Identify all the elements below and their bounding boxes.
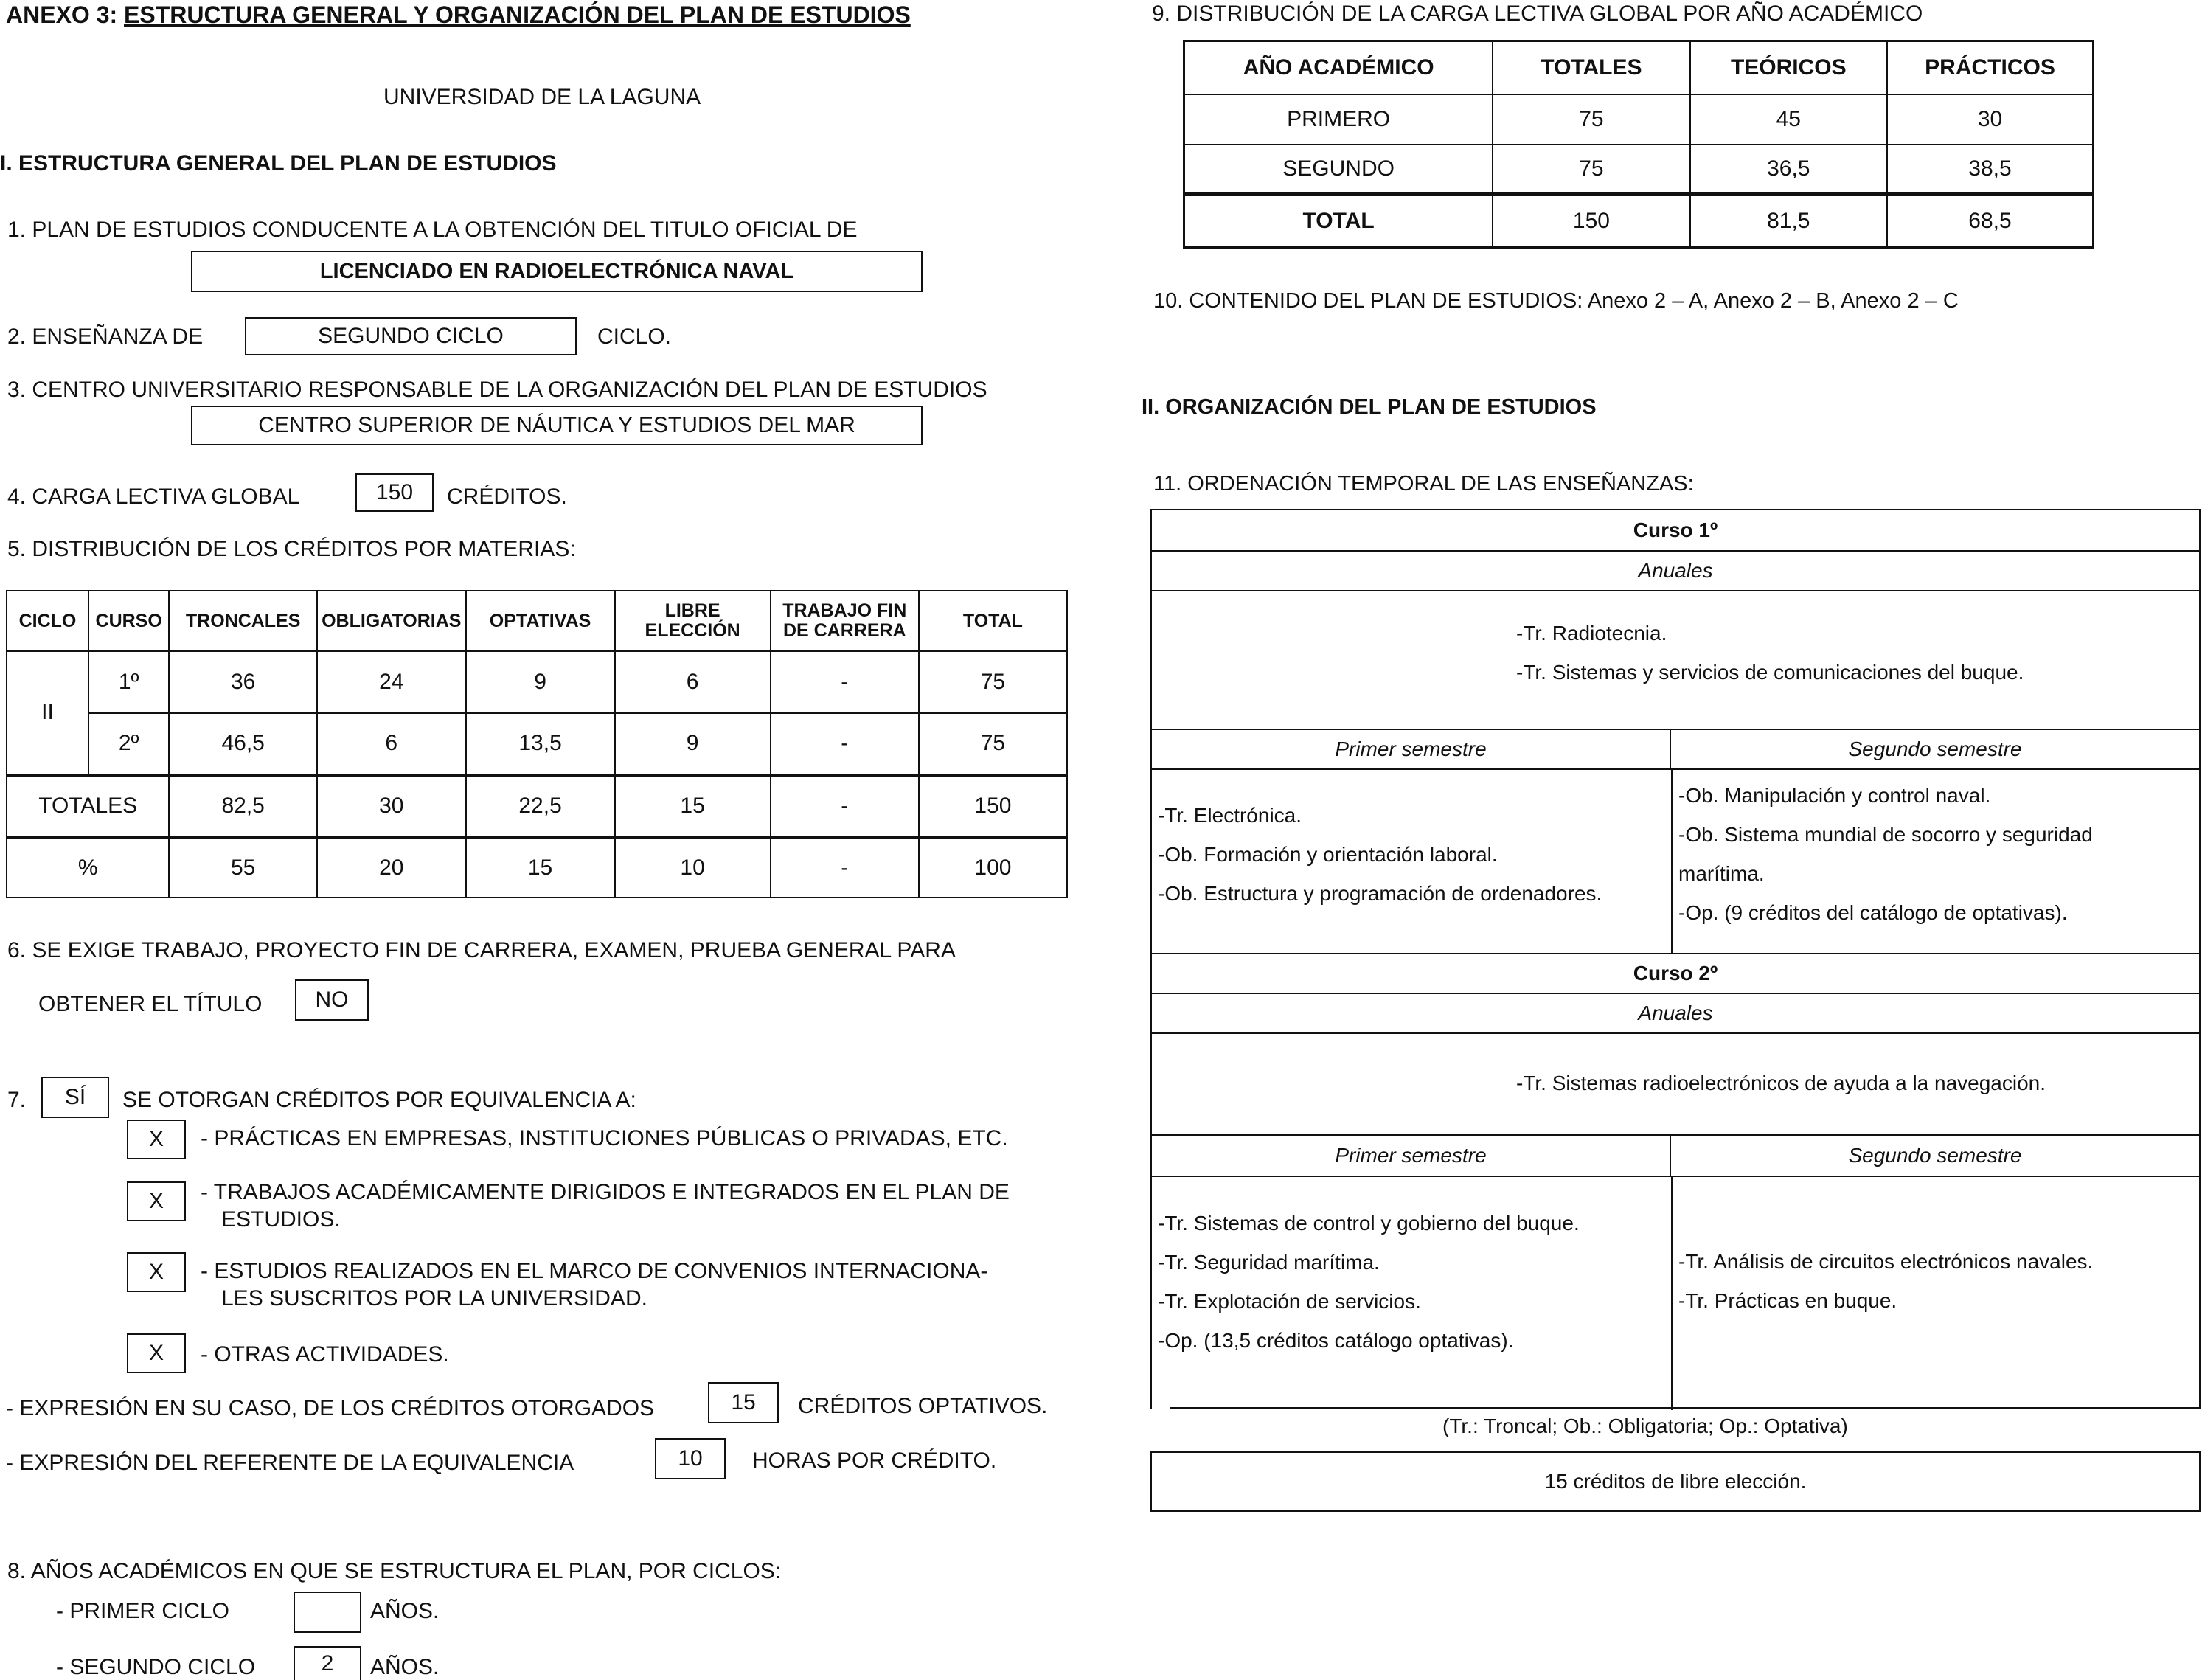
curso1-divider bbox=[1671, 770, 1673, 953]
curso2-semestres bbox=[1152, 1177, 2199, 1410]
ensenanza-box: SEGUNDO CICLO bbox=[245, 317, 577, 355]
curso2-title: Curso 2º bbox=[1152, 954, 2199, 994]
curso1-anuales-list bbox=[1516, 614, 2024, 692]
ordenacion-grid bbox=[1150, 509, 2201, 1409]
section2-heading: II. ORGANIZACIÓN DEL PLAN DE ESTUDIOS bbox=[1142, 395, 1597, 419]
curso2-segundo-label: Segundo semestre bbox=[1671, 1136, 2199, 1177]
libre-eleccion-box: 15 créditos de libre elección. bbox=[1150, 1451, 2201, 1512]
option-otras: - OTRAS ACTIVIDADES. bbox=[201, 1342, 449, 1367]
table-cell: 75 bbox=[919, 651, 1067, 713]
table-cell: 22,5 bbox=[466, 775, 615, 837]
table-row bbox=[1184, 94, 2094, 145]
item1-text: 1. PLAN DE ESTUDIOS CONDUCENTE A LA OBTENCIÓN DEL TITULO OFICIAL DE bbox=[7, 218, 858, 242]
table-cell: - bbox=[771, 837, 919, 898]
table-cell: 15 bbox=[466, 837, 615, 898]
table-cell: 45 bbox=[1690, 94, 1887, 145]
list-item: -Tr. Prácticas en buque. bbox=[1678, 1289, 1897, 1312]
table-cell: - bbox=[771, 651, 919, 713]
item9-text: 9. DISTRIBUCIÓN DE LA CARGA LECTIVA GLOBAL POR AÑO ACADÉMICO bbox=[1152, 1, 1923, 26]
col-teoricos: TEÓRICOS bbox=[1690, 41, 1887, 94]
expr1-label: - EXPRESIÓN EN SU CASO, DE LOS CRÉDITOS OTORGADOS bbox=[6, 1396, 655, 1420]
carga-table bbox=[1183, 40, 2094, 249]
percent-label: % bbox=[7, 837, 169, 898]
curso1-anuales-label: Anuales bbox=[1152, 552, 2199, 591]
item6-line2: OBTENER EL TÍTULO bbox=[38, 992, 263, 1016]
table-cell: 38,5 bbox=[1887, 145, 2094, 195]
col-libre: LIBRE ELECCIÓN bbox=[615, 591, 771, 651]
list-item: -Tr. Seguridad marítima. bbox=[1158, 1251, 1380, 1274]
list-item: -Tr. Análisis de circuitos electrónicos navales. bbox=[1678, 1250, 2094, 1273]
table-cell: 6 bbox=[317, 713, 466, 775]
curso2-primer-label: Primer semestre bbox=[1152, 1136, 1671, 1177]
list-item: -Tr. Radiotecnia. bbox=[1516, 622, 1667, 645]
item8-text: 8. AÑOS ACADÉMICOS EN QUE SE ESTRUCTURA EL PLAN, POR CICLOS: bbox=[7, 1559, 782, 1583]
expr2-suffix: HORAS POR CRÉDITO. bbox=[752, 1448, 997, 1473]
table-cell: 150 bbox=[1493, 195, 1689, 248]
curso1-semestres bbox=[1152, 770, 2199, 954]
titulo-exige-box: NO bbox=[295, 979, 369, 1021]
checkbox-trabajos[interactable]: X bbox=[127, 1181, 186, 1221]
item7-number: 7. bbox=[7, 1088, 27, 1112]
table-cell: 36,5 bbox=[1690, 145, 1887, 195]
credits-header-row bbox=[7, 591, 1067, 651]
option-trabajos-cont: ESTUDIOS. bbox=[221, 1207, 341, 1232]
table-cell: 55 bbox=[169, 837, 317, 898]
curso1-segundo-label: Segundo semestre bbox=[1671, 730, 2199, 770]
checkbox-convenios[interactable]: X bbox=[127, 1252, 186, 1292]
carga-box: 150 bbox=[355, 473, 434, 512]
table-cell: 75 bbox=[1493, 145, 1689, 195]
expr2-label: - EXPRESIÓN DEL REFERENTE DE LA EQUIVALENCIA bbox=[6, 1451, 574, 1475]
horas-credito-box: 10 bbox=[655, 1438, 726, 1479]
curso1-primer-list bbox=[1158, 796, 1602, 913]
section1-heading: I. ESTRUCTURA GENERAL DEL PLAN DE ESTUDIOS bbox=[0, 151, 557, 176]
curso1-anuales bbox=[1152, 591, 2199, 730]
anexo-title bbox=[6, 1, 911, 29]
equivalencia-box: SÍ bbox=[41, 1077, 109, 1118]
col-ciclo: CICLO bbox=[7, 591, 88, 651]
list-item: -Tr. Sistemas y servicios de comunicaciones del buque. bbox=[1516, 661, 2024, 684]
item11-text: 11. ORDENACIÓN TEMPORAL DE LAS ENSEÑANZAS: bbox=[1153, 472, 1694, 496]
checkbox-otras[interactable]: X bbox=[127, 1333, 186, 1373]
expr1-suffix: CRÉDITOS OPTATIVOS. bbox=[798, 1394, 1048, 1418]
curso1-primer-label: Primer semestre bbox=[1152, 730, 1671, 770]
col-practicos: PRÁCTICOS bbox=[1887, 41, 2094, 94]
item4-label: 4. CARGA LECTIVA GLOBAL bbox=[7, 485, 300, 509]
list-item: -Op. (13,5 créditos catálogo optativas). bbox=[1158, 1329, 1514, 1352]
segundo-ciclo-suffix: AÑOS. bbox=[370, 1655, 440, 1679]
col-ano: AÑO ACADÉMICO bbox=[1184, 41, 1493, 94]
list-item: -Tr. Sistemas de control y gobierno del buque. bbox=[1158, 1212, 1580, 1235]
table-cell: PRIMERO bbox=[1184, 94, 1493, 145]
item7-text: SE OTORGAN CRÉDITOS POR EQUIVALENCIA A: bbox=[122, 1088, 636, 1112]
table-cell: 75 bbox=[1493, 94, 1689, 145]
option-convenios-cont: LES SUSCRITOS POR LA UNIVERSIDAD. bbox=[221, 1286, 647, 1311]
carga-total-row bbox=[1184, 195, 2094, 248]
col-totales: TOTALES bbox=[1493, 41, 1689, 94]
table-cell: 36 bbox=[169, 651, 317, 713]
primer-ciclo-suffix: AÑOS. bbox=[370, 1599, 440, 1623]
col-curso: CURSO bbox=[88, 591, 169, 651]
item10-text: 10. CONTENIDO DEL PLAN DE ESTUDIOS: Anexo 2 – A, Anexo 2 – B, Anexo 2 – C bbox=[1153, 289, 1959, 313]
item5-text: 5. DISTRIBUCIÓN DE LOS CRÉDITOS POR MATERIAS: bbox=[7, 537, 576, 561]
table-cell: - bbox=[771, 775, 919, 837]
curso2-primer-list bbox=[1158, 1204, 1580, 1360]
table-cell: 9 bbox=[615, 713, 771, 775]
curso2-anuales bbox=[1152, 1034, 2199, 1136]
grid-bottom-rule bbox=[1170, 1407, 2199, 1409]
item2-label: 2. ENSEÑANZA DE bbox=[7, 324, 204, 349]
table-cell: 150 bbox=[919, 775, 1067, 837]
curso1-title: Curso 1º bbox=[1152, 510, 2199, 552]
table-cell: - bbox=[771, 713, 919, 775]
table-cell: 30 bbox=[1887, 94, 2094, 145]
curso2-divider bbox=[1671, 1177, 1673, 1410]
table-cell: 68,5 bbox=[1887, 195, 2094, 248]
table-cell: 9 bbox=[466, 651, 615, 713]
segundo-ciclo-label: - SEGUNDO CICLO bbox=[56, 1655, 256, 1679]
table-cell: 82,5 bbox=[169, 775, 317, 837]
list-item: -Ob. Sistema mundial de socorro y seguridad bbox=[1678, 823, 2093, 846]
table-cell: 81,5 bbox=[1690, 195, 1887, 248]
item2-suffix: CICLO. bbox=[597, 324, 672, 349]
list-item: -Tr. Electrónica. bbox=[1158, 804, 1302, 827]
item6-line1: 6. SE EXIGE TRABAJO, PROYECTO FIN DE CARRERA, EXAMEN, PRUEBA GENERAL PARA bbox=[7, 938, 956, 962]
table-cell: 2º bbox=[88, 713, 169, 775]
col-trabajo: TRABAJO FIN DE CARRERA bbox=[771, 591, 919, 651]
list-item: -Ob. Estructura y programación de ordenadores. bbox=[1158, 882, 1602, 905]
table-cell: 24 bbox=[317, 651, 466, 713]
anexo-title-text: ESTRUCTURA GENERAL Y ORGANIZACIÓN DEL PLAN DE ESTUDIOS bbox=[124, 1, 911, 28]
table-cell: 15 bbox=[615, 775, 771, 837]
ciclo-cell: II bbox=[7, 651, 88, 775]
segundo-ciclo-box: 2 bbox=[294, 1646, 361, 1680]
col-obligatorias: OBLIGATORIAS bbox=[317, 591, 466, 651]
primer-ciclo-box bbox=[294, 1592, 361, 1633]
table-cell: 6 bbox=[615, 651, 771, 713]
centro-box: CENTRO SUPERIOR DE NÁUTICA Y ESTUDIOS DEL MAR bbox=[191, 406, 923, 445]
list-item: -Op. (9 créditos del catálogo de optativas). bbox=[1678, 901, 2068, 924]
table-row bbox=[1184, 145, 2094, 195]
curso2-anuales-label: Anuales bbox=[1152, 994, 2199, 1034]
table-row bbox=[7, 651, 1067, 713]
curso2-anuales-list bbox=[1516, 1063, 2046, 1103]
total-label: TOTAL bbox=[1184, 195, 1493, 248]
option-trabajos: - TRABAJOS ACADÉMICAMENTE DIRIGIDOS E INTEGRADOS EN EL PLAN DE bbox=[201, 1180, 1010, 1204]
col-total: TOTAL bbox=[919, 591, 1067, 651]
percent-row bbox=[7, 837, 1067, 898]
table-cell: 46,5 bbox=[169, 713, 317, 775]
legend: (Tr.: Troncal; Ob.: Obligatoria; Op.: Optativa) bbox=[1442, 1415, 1848, 1437]
table-cell: 10 bbox=[615, 837, 771, 898]
table-cell: 20 bbox=[317, 837, 466, 898]
table-cell: 1º bbox=[88, 651, 169, 713]
item3-text: 3. CENTRO UNIVERSITARIO RESPONSABLE DE LA ORGANIZACIÓN DEL PLAN DE ESTUDIOS bbox=[7, 378, 987, 402]
curso1-segundo-list bbox=[1678, 776, 2093, 932]
table-cell: 75 bbox=[919, 713, 1067, 775]
table-row bbox=[7, 713, 1067, 775]
titulo-box: LICENCIADO EN RADIOELECTRÓNICA NAVAL bbox=[191, 251, 923, 292]
list-item: marítima. bbox=[1678, 862, 1765, 885]
totales-row bbox=[7, 775, 1067, 837]
list-item: -Tr. Sistemas radioelectrónicos de ayuda a la navegación. bbox=[1516, 1072, 2046, 1094]
table-cell: 30 bbox=[317, 775, 466, 837]
item4-suffix: CRÉDITOS. bbox=[447, 485, 567, 509]
list-item: -Ob. Manipulación y control naval. bbox=[1678, 784, 1991, 807]
col-troncales: TRONCALES bbox=[169, 591, 317, 651]
totales-label: TOTALES bbox=[7, 775, 169, 837]
list-item: -Ob. Formación y orientación laboral. bbox=[1158, 843, 1498, 866]
carga-header-row bbox=[1184, 41, 2094, 94]
table-cell: 100 bbox=[919, 837, 1067, 898]
list-item: -Tr. Explotación de servicios. bbox=[1158, 1290, 1421, 1313]
table-cell: SEGUNDO bbox=[1184, 145, 1493, 195]
curso2-segundo-list bbox=[1678, 1242, 2093, 1320]
university-name: UNIVERSIDAD DE LA LAGUNA bbox=[383, 85, 701, 109]
anexo-prefix: ANEXO 3: bbox=[6, 1, 118, 28]
option-practicas: - PRÁCTICAS EN EMPRESAS, INSTITUCIONES PÚBLICAS O PRIVADAS, ETC. bbox=[201, 1126, 1008, 1150]
table-cell: 13,5 bbox=[466, 713, 615, 775]
primer-ciclo-label: - PRIMER CICLO bbox=[56, 1599, 230, 1623]
col-optativas: OPTATIVAS bbox=[466, 591, 615, 651]
option-convenios: - ESTUDIOS REALIZADOS EN EL MARCO DE CONVENIOS INTERNACIONA- bbox=[201, 1259, 988, 1283]
checkbox-practicas[interactable]: X bbox=[127, 1120, 186, 1159]
credits-table bbox=[6, 590, 1068, 898]
creditos-otorgados-box: 15 bbox=[708, 1382, 779, 1423]
